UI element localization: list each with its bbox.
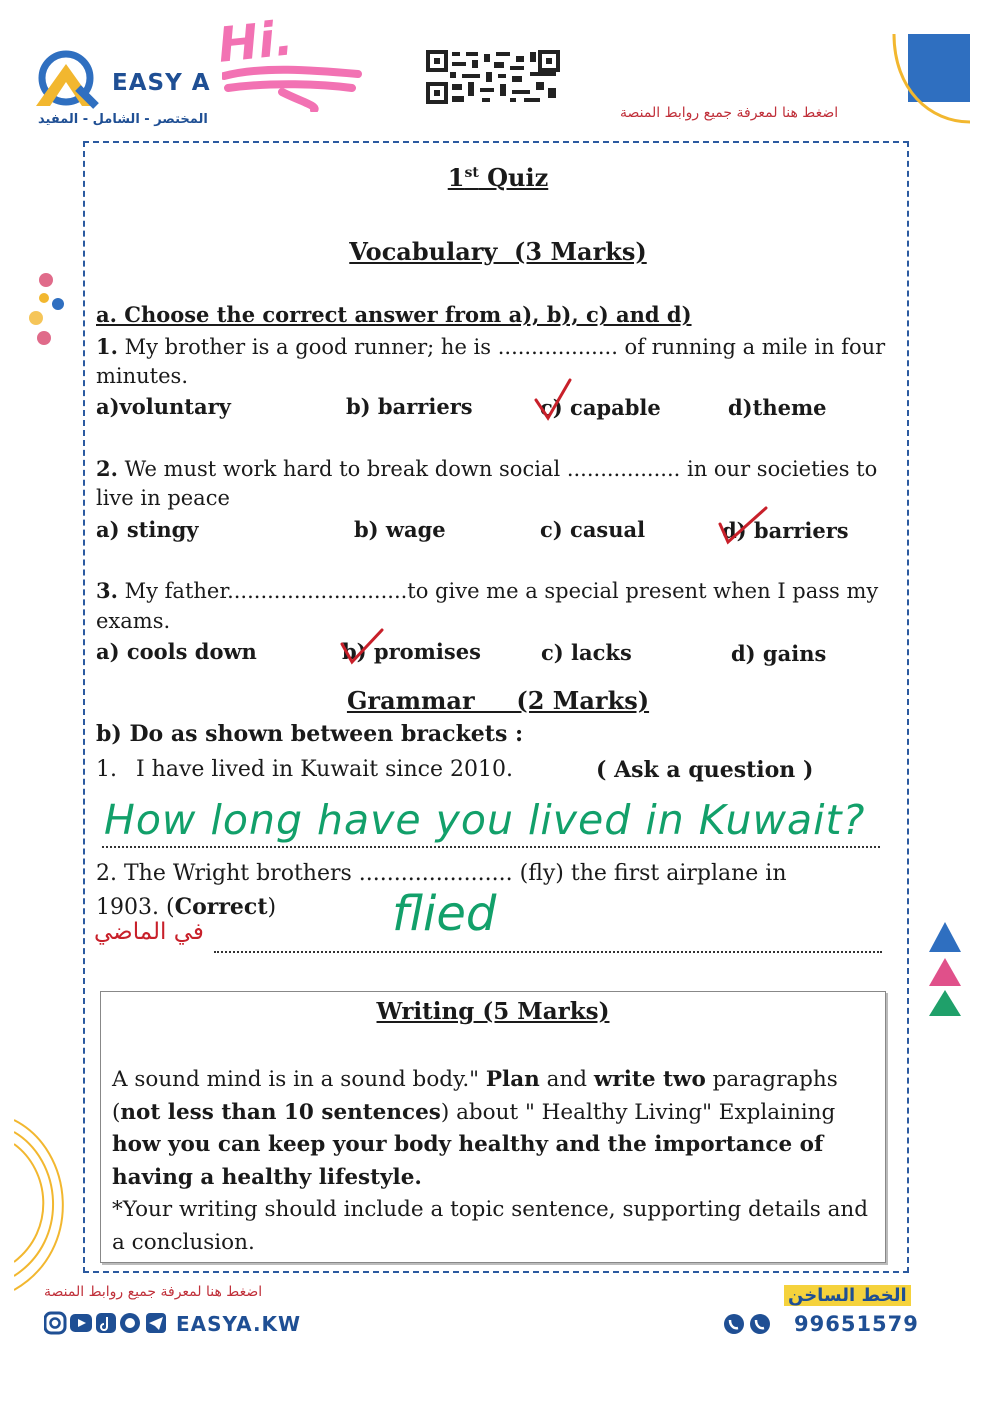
vocab-q3-text: My father...........................to give me a special present when I pass my — [117, 579, 879, 603]
pink-scribble-icon — [222, 62, 362, 112]
writing-prompt-part: and — [539, 1067, 594, 1092]
top-platform-link[interactable]: اضغط هنا لمعرفة جميع روابط المنصة — [620, 105, 839, 121]
brand-tagline: المختصر - الشامل - المفيد — [38, 112, 208, 127]
vocab-q3-option-d[interactable]: d) gains — [731, 641, 827, 666]
quiz-title-word: Quiz — [478, 163, 549, 192]
hotline-label: الخط الساخن — [784, 1285, 911, 1306]
instagram-icon[interactable] — [45, 1313, 65, 1333]
writing-prompt-part: ) about " Healthy Living" Explaining — [440, 1099, 836, 1125]
vocab-q3-num: 3. — [96, 578, 118, 603]
dots-decoration-icon — [22, 268, 72, 358]
vocab-q1-option-a[interactable]: a)voluntary — [96, 394, 231, 419]
vocab-q1-line2: minutes. — [96, 364, 188, 388]
vocab-q3-option-b[interactable]: b) promises — [342, 639, 481, 664]
vocabulary-instruction: a. Choose the correct answer from a), b), c) and d) — [96, 302, 692, 327]
brand-name: EASY A — [112, 70, 211, 96]
vocab-q1-num: 1. — [96, 334, 118, 359]
social-handle[interactable]: EASYA.KW — [176, 1312, 302, 1336]
checkmark-icon — [338, 626, 386, 666]
vocab-q2-option-a[interactable]: a) stingy — [96, 517, 199, 542]
vocab-q2-text: We must work hard to break down social ................. in our societies to — [117, 457, 878, 481]
vocab-q2-line1 — [96, 456, 877, 481]
vocab-q2-num: 2. — [96, 456, 118, 481]
grammar-q1-task: ( Ask a question ) — [596, 757, 814, 783]
handwritten-note: Hi. — [215, 10, 296, 74]
tiktok-icon[interactable] — [96, 1313, 116, 1333]
grammar-q2-text: 2. The Wright brothers ...................... (fly) the first airplane in — [96, 861, 787, 886]
checkmark-icon — [532, 376, 572, 422]
writing-prompt-part: paragraphs ( — [112, 1067, 838, 1125]
easy-a-logo-icon — [30, 50, 110, 110]
grammar-q2-handwritten-answer: flied — [392, 886, 497, 942]
vocab-q3-line1 — [96, 578, 878, 603]
vocab-q3-option-a[interactable]: a) cools down — [96, 639, 257, 664]
triangles-decoration-icon — [925, 918, 965, 1018]
youtube-icon[interactable] — [70, 1314, 92, 1332]
writing-prompt-bold: Plan — [485, 1067, 540, 1092]
writing-prompt-bold: write two — [593, 1067, 706, 1092]
social-media-icons — [44, 1311, 172, 1337]
telegram-icon[interactable] — [146, 1313, 166, 1333]
quiz-title — [0, 163, 996, 192]
whatsapp-phone-icons — [722, 1312, 776, 1338]
vocab-q1-text: My brother is a good runner; he is .................. of running a mile in four — [117, 335, 886, 359]
grammar-q2-year — [96, 894, 276, 920]
whatsapp-icon[interactable] — [724, 1314, 744, 1334]
grammar-heading: Grammar (2 Marks) — [346, 686, 650, 715]
quiz-title-sup: st — [464, 165, 479, 181]
writing-prompt-bold: not less than 10 sentences — [120, 1099, 441, 1125]
bottom-platform-link[interactable]: اضغط هنا لمعرفة جميع روابط المنصة — [44, 1284, 263, 1300]
vocab-q1-option-b[interactable]: b) barriers — [346, 394, 473, 419]
vocab-q1-line1 — [96, 334, 885, 359]
writing-prompt-part: A sound mind is in a sound body." — [112, 1067, 486, 1092]
phone-number[interactable]: 99651579 — [794, 1312, 919, 1336]
writing-prompt — [112, 1064, 882, 1259]
writing-prompt-bold: how you can keep your body healthy and the importance of having a healthy lifestyle. — [112, 1132, 824, 1190]
answer-line — [102, 844, 880, 848]
grammar-q1-text: I have lived in Kuwait since 2010. — [136, 757, 513, 782]
vocab-q1-option-d[interactable]: d)theme — [728, 395, 827, 420]
quiz-title-num: 1 — [447, 163, 465, 192]
vocab-q3-line2: exams. — [96, 609, 171, 633]
grammar-q1-num: 1. — [96, 757, 117, 782]
phone-icon[interactable] — [750, 1314, 770, 1334]
grammar-q2-red-note: في الماضي — [94, 919, 204, 945]
vocab-q2-option-b[interactable]: b) wage — [354, 517, 446, 542]
checkmark-icon — [716, 504, 768, 546]
vocab-q2-option-c[interactable]: c) casual — [540, 517, 646, 542]
arcs-decoration-icon — [14, 1110, 84, 1300]
grammar-instruction: b) Do as shown between brackets : — [96, 721, 524, 747]
vocab-q2-line2: live in peace — [96, 486, 230, 510]
vocab-q1-option-c[interactable]: c) capable — [540, 395, 661, 420]
qr-code-icon[interactable] — [426, 50, 560, 104]
grammar-q2-year-text: 1903. ( — [96, 895, 175, 920]
corner-arc-decoration-icon — [880, 30, 980, 130]
grammar-q1-handwritten-answer: How long have you lived in Kuwait? — [104, 796, 866, 844]
vocab-q3-option-c[interactable]: c) lacks — [541, 640, 632, 665]
grammar-q2-task: Correct — [174, 894, 268, 920]
writing-prompt-part: *Your writing should include a topic sentence, supporting details and a conclusion. — [112, 1197, 869, 1255]
grammar-q2-close: ) — [267, 895, 277, 920]
writing-heading: Writing (5 Marks) — [376, 998, 610, 1025]
vocabulary-heading: Vocabulary (3 Marks) — [349, 237, 647, 266]
answer-line — [214, 949, 882, 953]
snapchat-icon[interactable] — [120, 1313, 140, 1333]
vocab-q2-option-d[interactable]: d) barriers — [722, 518, 849, 543]
